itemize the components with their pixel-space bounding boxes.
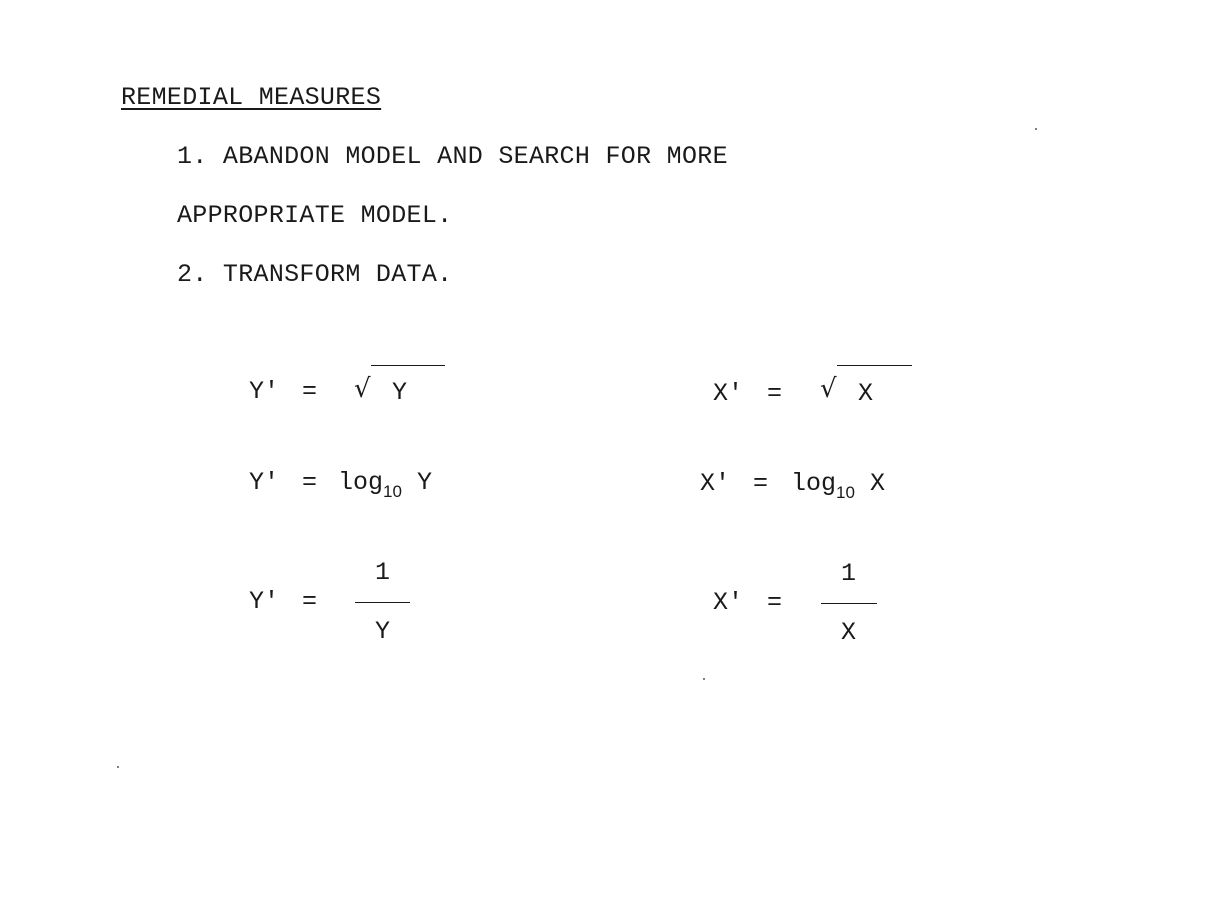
equation-x-sqrt-equals: = [767,379,783,408]
scan-speck [1035,128,1037,130]
log-base: 10 [836,483,855,502]
fraction-numerator: 1 [375,558,391,587]
equation-y-recip-lhs: Y' [249,587,280,616]
list-item-1-line-1: 1. ABANDON MODEL AND SEARCH FOR MORE [177,142,728,171]
list-item-2: 2. TRANSFORM DATA. [177,260,453,289]
log-base: 10 [383,482,402,501]
log-argument: Y [416,468,432,497]
fraction-bar [821,603,877,604]
equation-y-sqrt-arg: Y [392,378,408,407]
sqrt-overbar [371,365,445,366]
equation-x-log-lhs: X' [700,469,731,498]
equation-y-sqrt-lhs: Y' [249,377,280,406]
log-argument: X [869,469,885,498]
equation-y-recip-equals: = [302,587,318,616]
scan-speck [117,766,119,768]
equation-y-log-equals: = [302,468,318,497]
equation-y-log-rhs [338,468,432,499]
sqrt-overbar [837,365,912,366]
fraction-bar [355,602,410,603]
fraction-denominator: Y [375,617,391,646]
log-function: log [338,468,384,497]
equation-x-sqrt-arg: X [858,379,874,408]
equation-x-recip-lhs: X' [713,588,744,617]
equation-x-log-rhs [791,469,885,500]
fraction-denominator: X [841,618,857,647]
log-function: log [791,469,837,498]
equation-x-sqrt-lhs: X' [713,379,744,408]
equation-y-sqrt-equals: = [302,377,318,406]
equation-x-recip-equals: = [767,588,783,617]
sqrt-symbol-icon: √ [820,374,837,404]
scan-speck [703,678,705,680]
sqrt-symbol-icon: √ [354,374,371,404]
equation-x-log-equals: = [753,469,769,498]
list-item-1-line-2: APPROPRIATE MODEL. [177,201,453,230]
section-heading: REMEDIAL MEASURES [121,83,382,112]
equation-y-log-lhs: Y' [249,468,280,497]
fraction-numerator: 1 [841,559,857,588]
